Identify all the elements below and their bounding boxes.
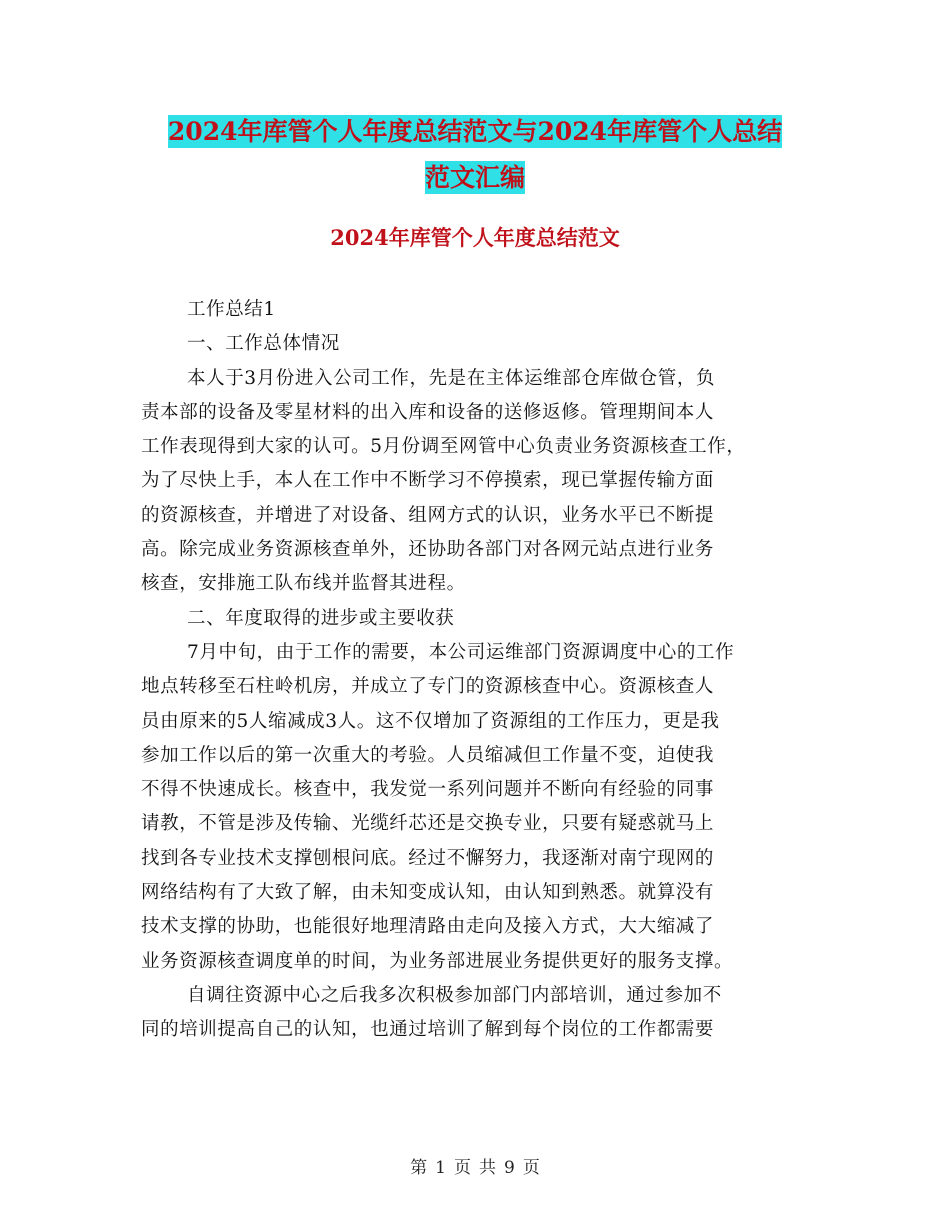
page-total: 9 <box>504 1158 515 1178</box>
text-line: 参加工作以后的第一次重大的考验。人员缩减但工作量不变，迫使我 <box>141 744 715 766</box>
text-line: 不得不快速成长。核查中，我发觉一系列问题并不断向有经验的同事 <box>141 779 715 801</box>
text-line: 请教，不管是涉及传输、光缆纤芯还是交换专业，只要有疑惑就马上 <box>141 813 715 835</box>
text-line: 地点转移至石柱岭机房，并成立了专门的资源核查中心。资源核查人 <box>141 676 715 698</box>
text-line: 同的培训提高自己的认知，也通过培训了解到每个岗位的工作都需要 <box>141 1019 715 1041</box>
text-line: 业务资源核查调度单的时间，为业务部进展业务提供更好的服务支撑。 <box>141 950 734 972</box>
text-line: 为了尽快上手，本人在工作中不断学习不停摸索，现已掌握传输方面 <box>141 470 715 492</box>
text-line: 二、年度取得的进步或主要收获 <box>187 607 455 629</box>
text-line: 核查，安排施工队布线并监督其进程。 <box>141 573 466 595</box>
document-title <box>0 110 950 200</box>
title-line-1: 2024年库管个人年度总结范文与2024年库管个人总结 <box>167 117 783 146</box>
text-line: 找到各专业技术支撑刨根问底。经过不懈努力，我逐渐对南宁现网的 <box>141 847 715 869</box>
text-line: 自调往资源中心之后我多次积极参加部门内部培训，通过参加不 <box>187 984 722 1006</box>
title-line-2: 范文汇编 <box>424 163 525 192</box>
text-line: 网络结构有了大致了解，由未知变成认知，由认知到熟悉。就算没有 <box>141 882 715 904</box>
footer-mid: 页 <box>454 1158 471 1178</box>
text-line: 7月中旬，由于工作的需要，本公司运维部门资源调度中心的工作 <box>187 641 735 663</box>
text-line: 工作表现得到大家的认可。5月份调至网管中心负责业务资源核查工作， <box>141 436 746 458</box>
text-line: 工作总结1 <box>187 299 276 320</box>
text-line: 一、工作总体情况 <box>187 333 340 355</box>
text-line: 员由原来的5人缩减成3人。这不仅增加了资源组的工作压力，更是我 <box>141 710 720 732</box>
text-line: 高。除完成业务资源核查单外，还协助各部门对各网元站点进行业务 <box>141 539 715 561</box>
page-footer <box>0 1153 950 1178</box>
footer-total-prefix: 共 <box>479 1158 496 1178</box>
text-line: 的资源核查，并增进了对设备、组网方式的认识，业务水平已不断提 <box>141 504 715 526</box>
footer-suffix: 页 <box>522 1158 540 1178</box>
text-line: 技术支撑的协助，也能很好地理清路由走向及接入方式，大大缩减了 <box>141 916 715 938</box>
text-line: 本人于3月份进入公司工作，先是在主体运维部仓库做仓管，负 <box>187 367 716 389</box>
body-text <box>141 293 821 1048</box>
page-number: 1 <box>435 1158 446 1178</box>
text-line: 责本部的设备及零星材料的出入库和设备的送修返修。管理期间本人 <box>141 401 715 423</box>
section-title: 2024年库管个人年度总结范文 <box>330 225 620 250</box>
footer-prefix: 第 <box>410 1158 428 1178</box>
